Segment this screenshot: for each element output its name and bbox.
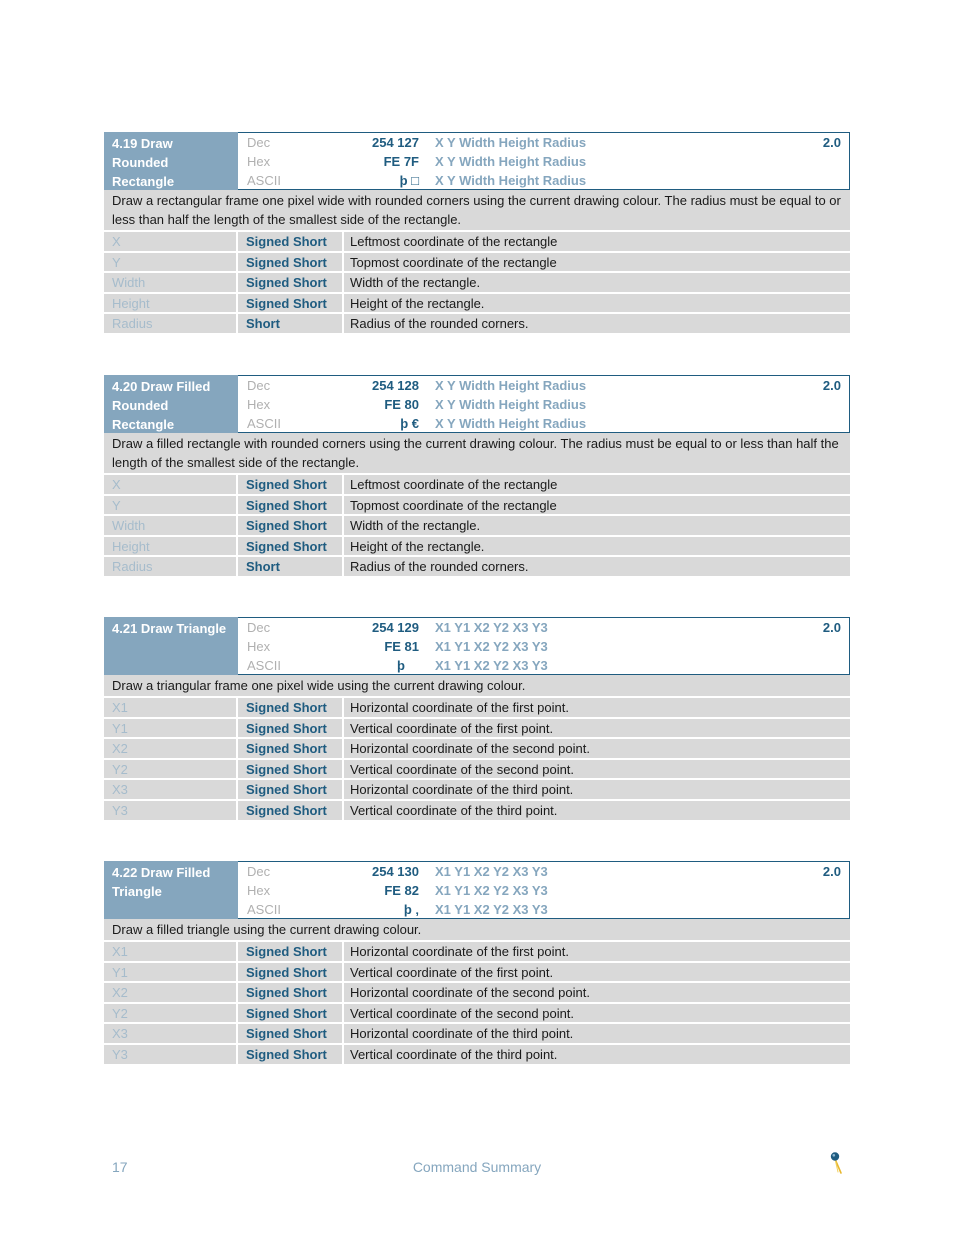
param-name: Y3 bbox=[104, 1045, 238, 1064]
dec-label: Dec bbox=[247, 378, 271, 393]
page-number: 17 bbox=[112, 1159, 128, 1175]
param-desc: Radius of the rounded corners. bbox=[350, 559, 529, 575]
param-desc: Width of the rectangle. bbox=[350, 518, 481, 534]
param-desc: Leftmost coordinate of the rectangle bbox=[350, 234, 558, 249]
param-type: Signed Short bbox=[238, 496, 344, 515]
ascii-label: ASCII bbox=[247, 416, 281, 431]
param-name: Width bbox=[104, 516, 238, 535]
param-desc: Height of the rectangle. bbox=[350, 295, 485, 311]
ascii-value: þ □ bbox=[399, 173, 419, 188]
dec-label: Dec bbox=[247, 135, 271, 150]
param-type: Signed Short bbox=[238, 739, 344, 758]
param-row bbox=[104, 1004, 850, 1025]
ascii-line bbox=[238, 171, 849, 190]
param-desc: Vertical coordinate of the second point. bbox=[350, 1005, 575, 1021]
version-number: 2.0 bbox=[822, 620, 841, 635]
param-type: Signed Short bbox=[238, 760, 344, 779]
ascii-value: þ ‚ bbox=[403, 902, 419, 917]
hex-params: X1 Y1 X2 Y2 X3 Y3 bbox=[435, 639, 548, 654]
ascii-label: ASCII bbox=[247, 173, 281, 188]
dec-value: 254 130 bbox=[372, 864, 419, 879]
dec-label: Dec bbox=[247, 620, 271, 635]
hex-label: Hex bbox=[247, 154, 271, 169]
param-type: Signed Short bbox=[238, 719, 344, 738]
param-desc: Topmost coordinate of the rectangle bbox=[350, 254, 557, 270]
param-name: Radius bbox=[104, 314, 238, 333]
param-desc: Topmost coordinate of the rectangle bbox=[350, 497, 557, 513]
dec-params: X Y Width Height Radius bbox=[435, 135, 587, 150]
param-name: X1 bbox=[104, 698, 238, 717]
param-name: X3 bbox=[104, 1024, 238, 1043]
command-header bbox=[104, 617, 850, 675]
param-type: Signed Short bbox=[238, 1045, 344, 1064]
command-title: 4.21 Draw Triangle bbox=[104, 617, 238, 675]
version-number: 2.0 bbox=[822, 864, 841, 879]
param-type: Signed Short bbox=[238, 801, 344, 820]
param-row bbox=[104, 273, 850, 294]
hex-params: X Y Width Height Radius bbox=[435, 154, 587, 169]
command-block-4-21 bbox=[104, 617, 850, 822]
ascii-params: X Y Width Height Radius bbox=[435, 416, 587, 431]
dec-line bbox=[238, 618, 849, 637]
command-header bbox=[104, 375, 850, 433]
hex-label: Hex bbox=[247, 397, 271, 412]
hex-label: Hex bbox=[247, 883, 271, 898]
hex-params: X1 Y1 X2 Y2 X3 Y3 bbox=[435, 883, 548, 898]
param-row bbox=[104, 983, 850, 1004]
param-row bbox=[104, 475, 850, 496]
dec-value: 254 129 bbox=[372, 620, 419, 635]
param-name: X bbox=[104, 232, 238, 251]
param-name: X1 bbox=[104, 942, 238, 961]
param-name: Width bbox=[104, 273, 238, 292]
param-row bbox=[104, 801, 850, 822]
param-row bbox=[104, 314, 850, 335]
param-desc: Horizontal coordinate of the second point. bbox=[350, 741, 590, 757]
param-row bbox=[104, 253, 850, 274]
param-row bbox=[104, 496, 850, 517]
param-desc: Height of the rectangle. bbox=[350, 538, 485, 554]
param-row bbox=[104, 537, 850, 558]
param-desc: Vertical coordinate of the first point. bbox=[350, 964, 554, 980]
hex-value: FE 82 bbox=[384, 883, 419, 898]
param-type: Signed Short bbox=[238, 232, 344, 251]
param-type: Signed Short bbox=[238, 516, 344, 535]
param-row bbox=[104, 760, 850, 781]
param-type: Signed Short bbox=[238, 253, 344, 272]
param-desc: Width of the rectangle. bbox=[350, 275, 481, 291]
command-block-4-19 bbox=[104, 132, 850, 335]
param-name: Y2 bbox=[104, 1004, 238, 1023]
param-desc: Vertical coordinate of the first point. bbox=[350, 720, 554, 736]
hex-line bbox=[238, 881, 849, 900]
ascii-line bbox=[238, 900, 849, 919]
command-header bbox=[104, 132, 850, 190]
command-header bbox=[104, 861, 850, 919]
command-title: 4.22 Draw Filled Triangle bbox=[104, 861, 238, 919]
command-title: 4.19 Draw Rounded Rectangle bbox=[104, 132, 238, 190]
param-name: Y3 bbox=[104, 801, 238, 820]
param-name: Radius bbox=[104, 557, 238, 576]
version-number: 2.0 bbox=[822, 378, 841, 393]
param-type: Signed Short bbox=[238, 1004, 344, 1023]
command-description: Draw a triangular frame one pixel wide using the current drawing colour. bbox=[104, 675, 850, 698]
param-row bbox=[104, 516, 850, 537]
dec-value: 254 127 bbox=[372, 135, 419, 150]
dec-line bbox=[238, 376, 849, 395]
param-name: X3 bbox=[104, 780, 238, 799]
param-type: Signed Short bbox=[238, 294, 344, 313]
param-type: Signed Short bbox=[238, 963, 344, 982]
param-type: Short bbox=[238, 557, 344, 576]
ascii-line bbox=[238, 656, 849, 675]
dec-label: Dec bbox=[247, 864, 271, 879]
hex-line bbox=[238, 152, 849, 171]
param-row bbox=[104, 739, 850, 760]
param-type: Signed Short bbox=[238, 983, 344, 1002]
param-name: Y bbox=[104, 253, 238, 272]
param-desc: Horizontal coordinate of the first point. bbox=[350, 700, 569, 715]
command-block-4-22 bbox=[104, 861, 850, 1066]
ascii-line bbox=[238, 414, 849, 433]
command-description: Draw a rectangular frame one pixel wide with rounded corners using the current drawing colour. The radius must be equal to or less than half the length of the smallest side of the rectangle. bbox=[104, 190, 850, 232]
ascii-params: X Y Width Height Radius bbox=[435, 173, 587, 188]
hex-line bbox=[238, 637, 849, 656]
param-name: Y bbox=[104, 496, 238, 515]
hex-params: X Y Width Height Radius bbox=[435, 397, 587, 412]
footer-section-title: Command Summary bbox=[412, 1159, 542, 1175]
param-type: Signed Short bbox=[238, 1024, 344, 1043]
command-description: Draw a filled triangle using the current drawing colour. bbox=[104, 919, 850, 942]
param-desc: Horizontal coordinate of the second point. bbox=[350, 985, 590, 1001]
dec-params: X Y Width Height Radius bbox=[435, 378, 587, 393]
param-name: Height bbox=[104, 294, 238, 313]
param-type: Signed Short bbox=[238, 942, 344, 961]
param-desc: Radius of the rounded corners. bbox=[350, 316, 529, 332]
param-type: Signed Short bbox=[238, 780, 344, 799]
param-type: Short bbox=[238, 314, 344, 333]
ascii-label: ASCII bbox=[247, 902, 281, 917]
command-title: 4.20 Draw Filled Rounded Rectangle bbox=[104, 375, 238, 433]
param-name: Y2 bbox=[104, 760, 238, 779]
param-row bbox=[104, 1045, 850, 1066]
param-desc: Horizontal coordinate of the third point. bbox=[350, 782, 574, 798]
ascii-value: þ  bbox=[397, 658, 419, 673]
dec-line bbox=[238, 862, 849, 881]
param-desc: Leftmost coordinate of the rectangle bbox=[350, 477, 558, 492]
ascii-params: X1 Y1 X2 Y2 X3 Y3 bbox=[435, 658, 548, 673]
command-description: Draw a filled rectangle with rounded corners using the current drawing colour. The radius must be equal to or less than half the length of the smallest side of the rectangle. bbox=[104, 433, 850, 475]
param-row bbox=[104, 698, 850, 719]
param-name: X2 bbox=[104, 983, 238, 1002]
param-type: Signed Short bbox=[238, 475, 344, 494]
param-type: Signed Short bbox=[238, 537, 344, 556]
hex-label: Hex bbox=[247, 639, 271, 654]
param-row bbox=[104, 963, 850, 984]
ascii-label: ASCII bbox=[247, 658, 281, 673]
param-row bbox=[104, 1024, 850, 1045]
ascii-params: X1 Y1 X2 Y2 X3 Y3 bbox=[435, 902, 548, 917]
hex-value: FE 81 bbox=[384, 639, 419, 654]
hex-line bbox=[238, 395, 849, 414]
param-row bbox=[104, 780, 850, 801]
hex-value: FE 80 bbox=[384, 397, 419, 412]
param-name: Height bbox=[104, 537, 238, 556]
dec-params: X1 Y1 X2 Y2 X3 Y3 bbox=[435, 620, 548, 635]
param-name: X bbox=[104, 475, 238, 494]
param-name: X2 bbox=[104, 739, 238, 758]
param-desc: Horizontal coordinate of the first point. bbox=[350, 944, 569, 959]
param-row bbox=[104, 557, 850, 578]
version-number: 2.0 bbox=[822, 135, 841, 150]
command-block-4-20 bbox=[104, 375, 850, 578]
param-row bbox=[104, 232, 850, 253]
pushpin-logo-icon bbox=[826, 1150, 846, 1176]
param-type: Signed Short bbox=[238, 273, 344, 292]
param-type: Signed Short bbox=[238, 698, 344, 717]
param-row bbox=[104, 294, 850, 315]
ascii-value: þ € bbox=[400, 416, 419, 431]
dec-params: X1 Y1 X2 Y2 X3 Y3 bbox=[435, 864, 548, 879]
param-desc: Vertical coordinate of the third point. bbox=[350, 802, 558, 818]
param-name: Y1 bbox=[104, 963, 238, 982]
param-desc: Horizontal coordinate of the third point. bbox=[350, 1026, 574, 1042]
param-desc: Vertical coordinate of the third point. bbox=[350, 1046, 558, 1062]
param-name: Y1 bbox=[104, 719, 238, 738]
hex-value: FE 7F bbox=[383, 154, 419, 169]
dec-value: 254 128 bbox=[372, 378, 419, 393]
dec-line bbox=[238, 133, 849, 152]
param-row bbox=[104, 942, 850, 963]
param-row bbox=[104, 719, 850, 740]
param-desc: Vertical coordinate of the second point. bbox=[350, 761, 575, 777]
